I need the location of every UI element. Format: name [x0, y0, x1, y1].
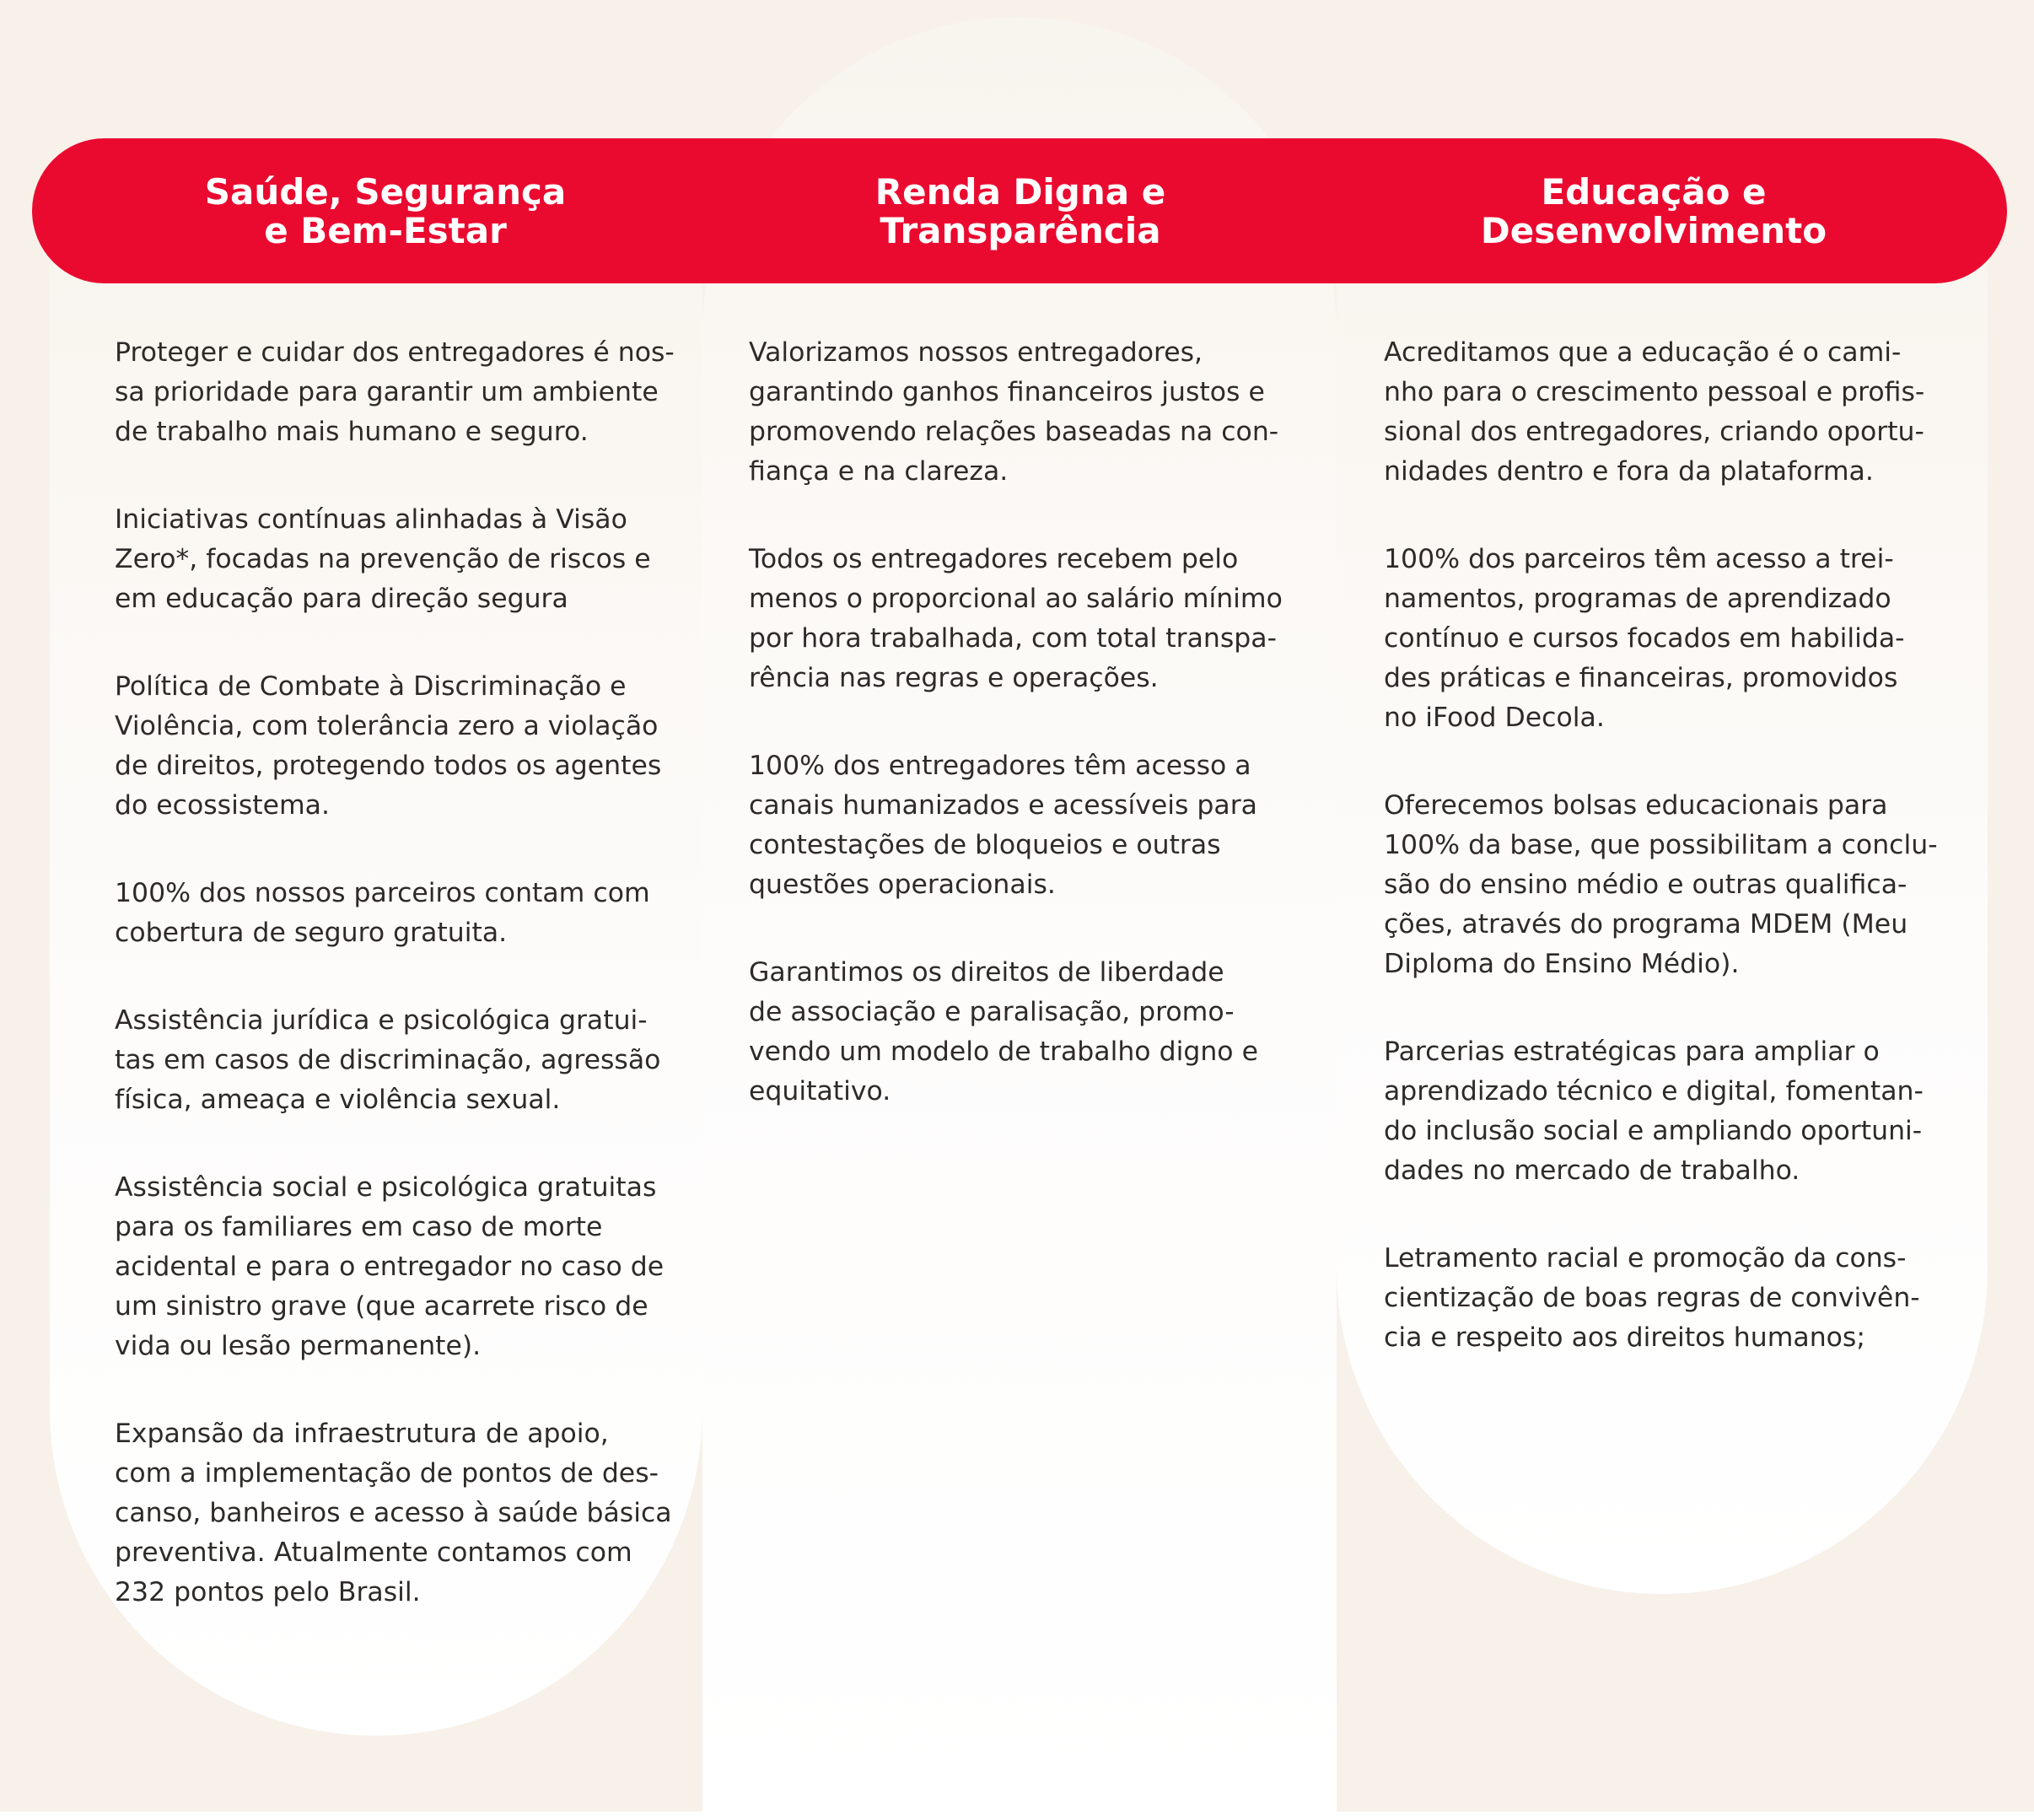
health-paragraph-2: Iniciativas contínuas alinhadas à Visão Zero*, focadas na prevenção de riscos e em educação para direção segura	[115, 504, 651, 614]
income-paragraph-4: Garantimos os direitos de liberdade de associação e paralisação, promo- vendo um modelo de trabalho digno e equitativo.	[749, 957, 1258, 1107]
health-paragraph-4: 100% dos nossos parceiros contam com cobertura de seguro gratuita.	[115, 878, 650, 948]
column-title-health: Saúde, Segurança e Bem-Estar	[204, 171, 567, 251]
income-paragraph-3: 100% dos entregadores têm acesso a canais humanizados e acessíveis para contestações de bloqueios e outras questões operacionais.	[749, 751, 1257, 900]
health-paragraph-3: Política de Combate à Discriminação e Violência, com tolerância zero a violação de direitos, protegendo todos os agentes do ecossistema.	[115, 671, 662, 821]
column-content-income	[749, 333, 1309, 1160]
column-title-income: Renda Digna e Transparência	[874, 171, 1166, 251]
column-content-education	[1384, 333, 1944, 1406]
education-paragraph-1: Acreditamos que a educação é o cami- nho para o crescimento pessoal e profis- sional dos entregadores, criando oportu- nidades dentro e fora da plataforma.	[1384, 337, 1925, 487]
health-paragraph-5: Assistência jurídica e psicológica gratui- tas em casos de discriminação, agressão física, ameaça e violência sexual.	[115, 1005, 661, 1115]
column-content-health	[115, 333, 675, 1661]
education-paragraph-4: Parcerias estratégicas para ampliar o aprendizado técnico e digital, fomentan- do inclusão social e ampliando oportuni- dades no mercado de trabalho.	[1384, 1037, 1924, 1186]
education-paragraph-3: Oferecemos bolsas educacionais para 100% da base, que possibilitam a conclu- são do ensino médio e outras qualifica- ções, através do programa MDEM (Meu Diploma do Ensino Médio).	[1384, 790, 1938, 979]
health-paragraph-7: Expansão da infraestrutura de apoio, com a implementação de pontos de des- canso, banheiros e acesso à saúde básica preventiva. Atualmente contamos com 232 pontos pelo Brasil.	[115, 1419, 672, 1607]
health-paragraph-1: Proteger e cuidar dos entregadores é nos- sa prioridade para garantir um ambiente de trabalho mais humano e seguro.	[115, 337, 675, 447]
education-paragraph-5: Letramento racial e promoção da cons- cientização de boas regras de convivên- cia e respeito aos direitos humanos;	[1384, 1243, 1920, 1353]
column-title-education: Educação e Desenvolvimento	[1480, 171, 1827, 251]
health-paragraph-6: Assistência social e psicológica gratuitas para os familiares em caso de morte acidental e para o entregador no caso de um sinistro grave (que acarrete risco de vida ou lesão permanente).	[115, 1172, 665, 1361]
income-paragraph-1: Valorizamos nossos entregadores, garantindo ganhos financeiros justos e promovendo relações baseadas na con- fiança e na clareza.	[749, 337, 1279, 487]
income-paragraph-2: Todos os entregadores recebem pelo menos o proporcional ao salário mínimo por hora trabalhada, com total transpa- rência nas regras e operações.	[749, 544, 1283, 693]
education-paragraph-2: 100% dos parceiros têm acesso a trei- namentos, programas de aprendizado contínuo e cursos focados em habilida- des práticas e financeiras, promovidos no iFood Decola.	[1384, 544, 1905, 733]
